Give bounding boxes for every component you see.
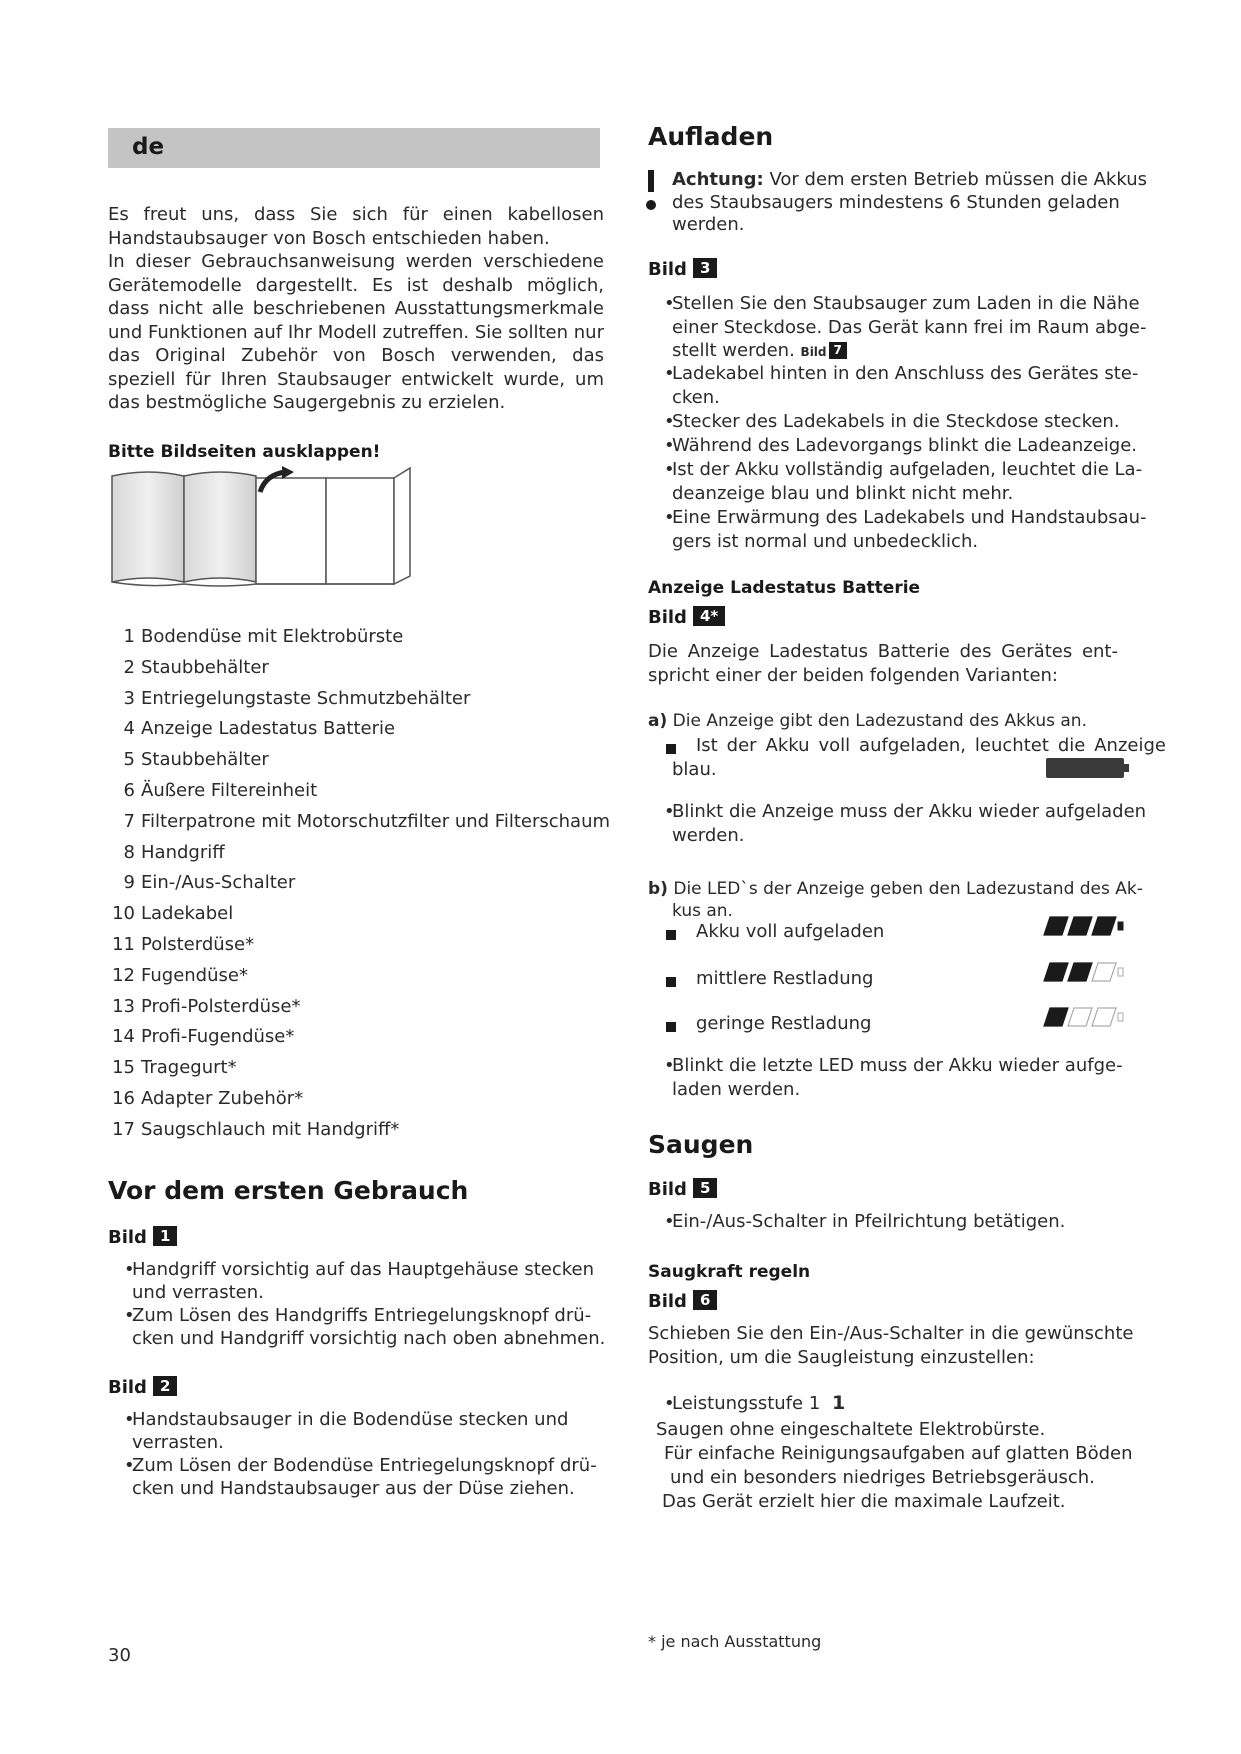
bullet-icon: •	[664, 1055, 675, 1076]
led-battery-low-icon	[1042, 1005, 1132, 1029]
power-level-label: Leistungsstufe 1	[672, 1393, 821, 1414]
led-battery-medium-icon	[1042, 960, 1132, 984]
battery-full-indicator-icon	[1045, 756, 1131, 780]
first-use-step-3	[124, 1408, 612, 1454]
bild-1-label	[108, 1226, 177, 1248]
part-number: 7	[123, 810, 135, 832]
bullet-icon: •	[124, 1259, 135, 1280]
variant-a-label: a)	[648, 711, 668, 731]
bild-word: Bild	[108, 1227, 147, 1248]
warning-line: des Staubsaugers mindestens 6 Stunden geladen	[672, 191, 1120, 213]
bild-7-reference	[801, 345, 847, 359]
language-code: de	[132, 134, 165, 160]
desc-line: Position, um die Saugleistung einzustellen:	[648, 1347, 1035, 1368]
part-label: Profi-Fugendüse*	[141, 1026, 295, 1048]
bild-1-number: 1	[153, 1226, 177, 1246]
fold-out-illustration	[110, 466, 415, 592]
part-number: 6	[123, 779, 135, 801]
step-line: verrasten.	[132, 1432, 224, 1453]
step-line: Blinkt die letzte LED muss der Akku wieder aufge-	[672, 1055, 1123, 1076]
parts-list-item	[108, 868, 628, 899]
bullet-icon: •	[664, 507, 675, 528]
part-number: 11	[112, 933, 135, 955]
parts-list-item	[108, 714, 628, 745]
charge-step-6	[664, 506, 1152, 553]
desc-line: Die Anzeige Ladestatus Batterie des Gerätes ent-	[648, 641, 1118, 662]
intro-paragraph-2: In dieser Gebrauchsanweisung werden verschiedene Gerätemodelle dargestellt. Es ist deshalb möglich, dass nicht alle beschriebenen Ausstattungsmerkmale und Funktionen auf Ihr Modell zutreffen. Sie sollten nur das Original Zubehör von Bosch verwenden, das speziell für Ihren Staubsauger entwickelt wurde, um das bestmögliche Saugergebnis zu erzielen.	[108, 251, 604, 413]
bild-word: Bild	[648, 1179, 687, 1200]
footnote: * je nach Ausstattung	[648, 1632, 822, 1651]
part-number: 13	[112, 995, 135, 1017]
battery-tip	[1118, 922, 1123, 930]
part-label: Profi-Polsterdüse*	[141, 995, 301, 1017]
part-number: 9	[123, 872, 135, 894]
desc-line: Saugen ohne eingeschaltete Elektrobürste.	[656, 1419, 1046, 1440]
parts-list-item	[108, 961, 628, 992]
suction-description	[648, 1322, 1148, 1370]
bullet-icon: •	[664, 363, 675, 384]
desc-line: und ein besonders niedriges Betriebsgeräusch.	[670, 1467, 1095, 1488]
square-bullet-icon	[666, 974, 676, 993]
led-segment-on	[1092, 917, 1116, 935]
charge-heading: Aufladen	[648, 122, 774, 151]
bullet-icon: •	[124, 1455, 135, 1476]
charge-step-4	[664, 434, 1152, 457]
step-line: einer Steckdose. Das Gerät kann frei im Raum abge-	[672, 316, 1147, 338]
parts-list-item	[108, 930, 628, 961]
bullet-icon: •	[124, 1409, 135, 1430]
power-level-1	[664, 1392, 1152, 1415]
suction-heading: Saugen	[648, 1130, 754, 1159]
part-number: 2	[123, 656, 135, 678]
warning-line: Vor dem ersten Betrieb müssen die Akkus	[769, 169, 1148, 190]
led-item-low: geringe Restladung	[696, 1013, 872, 1034]
item-line: Ist der Akku voll aufgeladen, leuchtet die Anzeige	[696, 735, 1166, 756]
first-use-step-1	[124, 1258, 612, 1304]
part-label: Ladekabel	[141, 903, 234, 925]
part-label: Filterpatrone mit Motorschutzfilter und Filterschaum	[141, 810, 611, 832]
variant-a-blink	[664, 800, 1152, 848]
part-number: 16	[112, 1087, 135, 1109]
square-bullet-icon	[666, 741, 678, 753]
bild-2-number: 2	[153, 1376, 177, 1396]
bild-5-label	[648, 1178, 717, 1200]
bild-6-number: 6	[693, 1290, 717, 1310]
bullet-icon: •	[664, 435, 675, 456]
step-line: Stellen Sie den Staubsauger zum Laden in die Nähe	[672, 293, 1140, 314]
part-label: Bodendüse mit Elektrobürste	[141, 626, 404, 647]
parts-list	[108, 622, 628, 1146]
bild-4-label	[648, 606, 725, 628]
fold-page-edge	[394, 468, 410, 584]
parts-list-item	[108, 776, 628, 807]
variant-a-item	[696, 734, 1166, 758]
bild-word: Bild	[800, 345, 827, 359]
parts-list-item	[108, 1053, 628, 1084]
bild-7-number: 7	[829, 342, 847, 359]
desc-line: spricht einer der beiden folgenden Varianten:	[648, 664, 1059, 686]
parts-list-item	[108, 992, 628, 1023]
bullet-icon: •	[124, 1305, 135, 1326]
bullet-icon: •	[664, 411, 675, 432]
desc-line: Das Gerät erzielt hier die maximale Laufzeit.	[662, 1491, 1066, 1512]
item-line: blau.	[672, 759, 717, 780]
fold-page-1	[256, 478, 326, 584]
warning-text	[672, 169, 1152, 237]
charge-step-2	[664, 362, 1152, 409]
step-line: cken und Handstaubsauger aus der Düse ziehen.	[132, 1478, 575, 1499]
battery-tip	[1118, 968, 1123, 976]
step-line: Zum Lösen des Handgriffs Entriegelungsknopf drü-	[132, 1305, 592, 1326]
first-use-step-4	[124, 1454, 612, 1500]
bullet-icon: •	[664, 801, 675, 822]
step-line: stellt werden.	[672, 340, 795, 361]
bild-word: Bild	[108, 1377, 147, 1398]
parts-list-item	[108, 1115, 628, 1146]
bild-word: Bild	[648, 259, 687, 280]
led-segment-on	[1068, 963, 1092, 981]
fold-page-2	[326, 478, 394, 584]
bild-6-label	[648, 1290, 717, 1312]
part-label: Saugschlauch mit Handgriff*	[141, 1118, 400, 1140]
part-number: 8	[123, 841, 135, 863]
first-use-step-2	[124, 1304, 612, 1350]
step-line: Ein-/Aus-Schalter in Pfeilrichtung betätigen.	[672, 1211, 1066, 1232]
parts-list-item	[108, 622, 628, 653]
bild-3-label	[648, 258, 717, 280]
parts-list-item	[108, 899, 628, 930]
charge-step-5	[664, 458, 1152, 505]
step-line: cken.	[672, 386, 720, 408]
part-label: Äußere Filtereinheit	[141, 779, 318, 801]
led-battery-full-icon	[1042, 914, 1132, 938]
first-use-heading: Vor dem ersten Gebrauch	[108, 1176, 469, 1205]
variant-a	[648, 710, 1148, 734]
step-line: Handstaubsauger in die Bodendüse stecken und	[132, 1409, 569, 1430]
part-number: 4	[123, 718, 135, 740]
led-segment-off	[1068, 1008, 1092, 1026]
part-label: Fugendüse*	[141, 964, 248, 986]
parts-list-item	[108, 807, 628, 838]
variant-b-text: Die LED`s der Anzeige geben den Ladezustand des Ak-	[673, 879, 1143, 899]
power-level-description	[656, 1418, 1156, 1514]
parts-list-item	[108, 653, 628, 684]
led-segment-off	[1092, 1008, 1116, 1026]
part-label: Adapter Zubehör*	[141, 1087, 304, 1109]
warning-icon	[644, 170, 662, 214]
intro-paragraph-1: Es freut uns, dass Sie sich für einen kabellosen Handstaubsauger von Bosch entschieden haben.	[108, 204, 604, 249]
led-item-full: Akku voll aufgeladen	[696, 921, 885, 942]
parts-list-item	[108, 1084, 628, 1115]
desc-line: Für einfache Reinigungsaufgaben auf glatten Böden	[664, 1443, 1133, 1464]
part-number: 17	[112, 1118, 135, 1140]
page-number: 30	[108, 1645, 131, 1666]
suction-step	[664, 1210, 1152, 1233]
suction-power-heading: Saugkraft regeln	[648, 1262, 811, 1282]
step-line: Blinkt die Anzeige muss der Akku wieder aufgeladen	[672, 801, 1147, 822]
step-line: Stecker des Ladekabels in die Steckdose stecken.	[672, 411, 1120, 432]
part-label: Staubbehälter	[141, 749, 269, 771]
parts-list-item	[108, 1022, 628, 1053]
bullet-icon: •	[664, 1393, 675, 1414]
part-number: 14	[112, 1026, 135, 1048]
step-line: gers ist normal und unbedecklich.	[672, 530, 979, 552]
parts-list-item	[108, 745, 628, 776]
warning-label: Achtung:	[672, 169, 764, 190]
parts-list-item	[108, 684, 628, 715]
part-label: Handgriff	[141, 841, 225, 863]
step-line: cken und Handgriff vorsichtig nach oben abnehmen.	[132, 1328, 606, 1349]
part-number: 15	[112, 1057, 135, 1079]
bild-4-number: 4*	[693, 606, 725, 626]
book-page-left	[112, 472, 184, 582]
battery-status-description	[648, 640, 1118, 687]
led-segment-on	[1044, 1008, 1068, 1026]
led-segment-on	[1044, 917, 1068, 935]
step-line: Während des Ladevorgangs blinkt die Ladeanzeige.	[672, 435, 1138, 456]
variant-a-text: Die Anzeige gibt den Ladezustand des Akkus an.	[672, 711, 1087, 731]
step-line: und verrasten.	[132, 1282, 264, 1303]
part-label: Polsterdüse*	[141, 933, 255, 955]
part-number: 5	[123, 749, 135, 771]
parts-list-item	[108, 838, 628, 869]
step-line: Eine Erwärmung des Ladekabels und Handstaubsau-	[672, 507, 1147, 528]
bild-5-number: 5	[693, 1178, 717, 1198]
step-line: Zum Lösen der Bodendüse Entriegelungsknopf drü-	[132, 1455, 597, 1476]
bild-3-number: 3	[693, 258, 717, 278]
variant-b-blink	[664, 1054, 1152, 1102]
warning-line: werden.	[672, 214, 745, 235]
part-number: 12	[112, 964, 135, 986]
led-item-medium: mittlere Restladung	[696, 968, 874, 989]
part-label: Entriegelungstaste Schmutzbehälter	[141, 687, 471, 709]
part-label: Anzeige Ladestatus Batterie	[141, 718, 396, 740]
bullet-icon: •	[664, 1211, 675, 1232]
variant-b-text: kus an.	[672, 901, 733, 921]
battery-tip	[1118, 1013, 1123, 1021]
part-number: 1	[123, 626, 135, 647]
square-bullet-icon	[666, 1019, 676, 1038]
part-label: Staubbehälter	[141, 656, 269, 678]
step-line: Handgriff vorsichtig auf das Hauptgehäuse stecken	[132, 1259, 595, 1280]
step-line: laden werden.	[672, 1079, 801, 1100]
part-label: Tragegurt*	[141, 1057, 237, 1079]
desc-line: Schieben Sie den Ein-/Aus-Schalter in die gewünschte	[648, 1323, 1134, 1344]
led-segment-off	[1092, 963, 1116, 981]
part-number: 3	[123, 687, 135, 709]
led-segment-on	[1068, 917, 1092, 935]
fold-note: Bitte Bildseiten ausklappen!	[108, 442, 381, 462]
bild-word: Bild	[648, 1291, 687, 1312]
step-line: werden.	[672, 825, 745, 846]
step-line: deanzeige blau und blinkt nicht mehr.	[672, 482, 1014, 504]
part-label: Ein-/Aus-Schalter	[141, 872, 296, 894]
power-level-number: 1	[832, 1392, 846, 1414]
step-line: Ist der Akku vollständig aufgeladen, leuchtet die La-	[672, 459, 1143, 480]
part-number: 10	[112, 903, 135, 925]
step-line: Ladekabel hinten in den Anschluss des Gerätes ste-	[672, 363, 1139, 384]
bullet-icon: •	[664, 293, 675, 314]
bild-word: Bild	[648, 607, 687, 628]
book-page-middle	[184, 472, 256, 582]
charge-step-1	[664, 292, 1152, 365]
intro-text	[108, 203, 604, 415]
language-bar	[108, 128, 600, 168]
square-bullet-icon	[666, 927, 676, 946]
bullet-icon: •	[664, 459, 675, 480]
charge-step-3	[664, 410, 1152, 433]
bild-2-label	[108, 1376, 177, 1398]
led-segment-on	[1044, 963, 1068, 981]
variant-b-label: b)	[648, 879, 668, 899]
battery-status-heading: Anzeige Ladestatus Batterie	[648, 578, 921, 598]
